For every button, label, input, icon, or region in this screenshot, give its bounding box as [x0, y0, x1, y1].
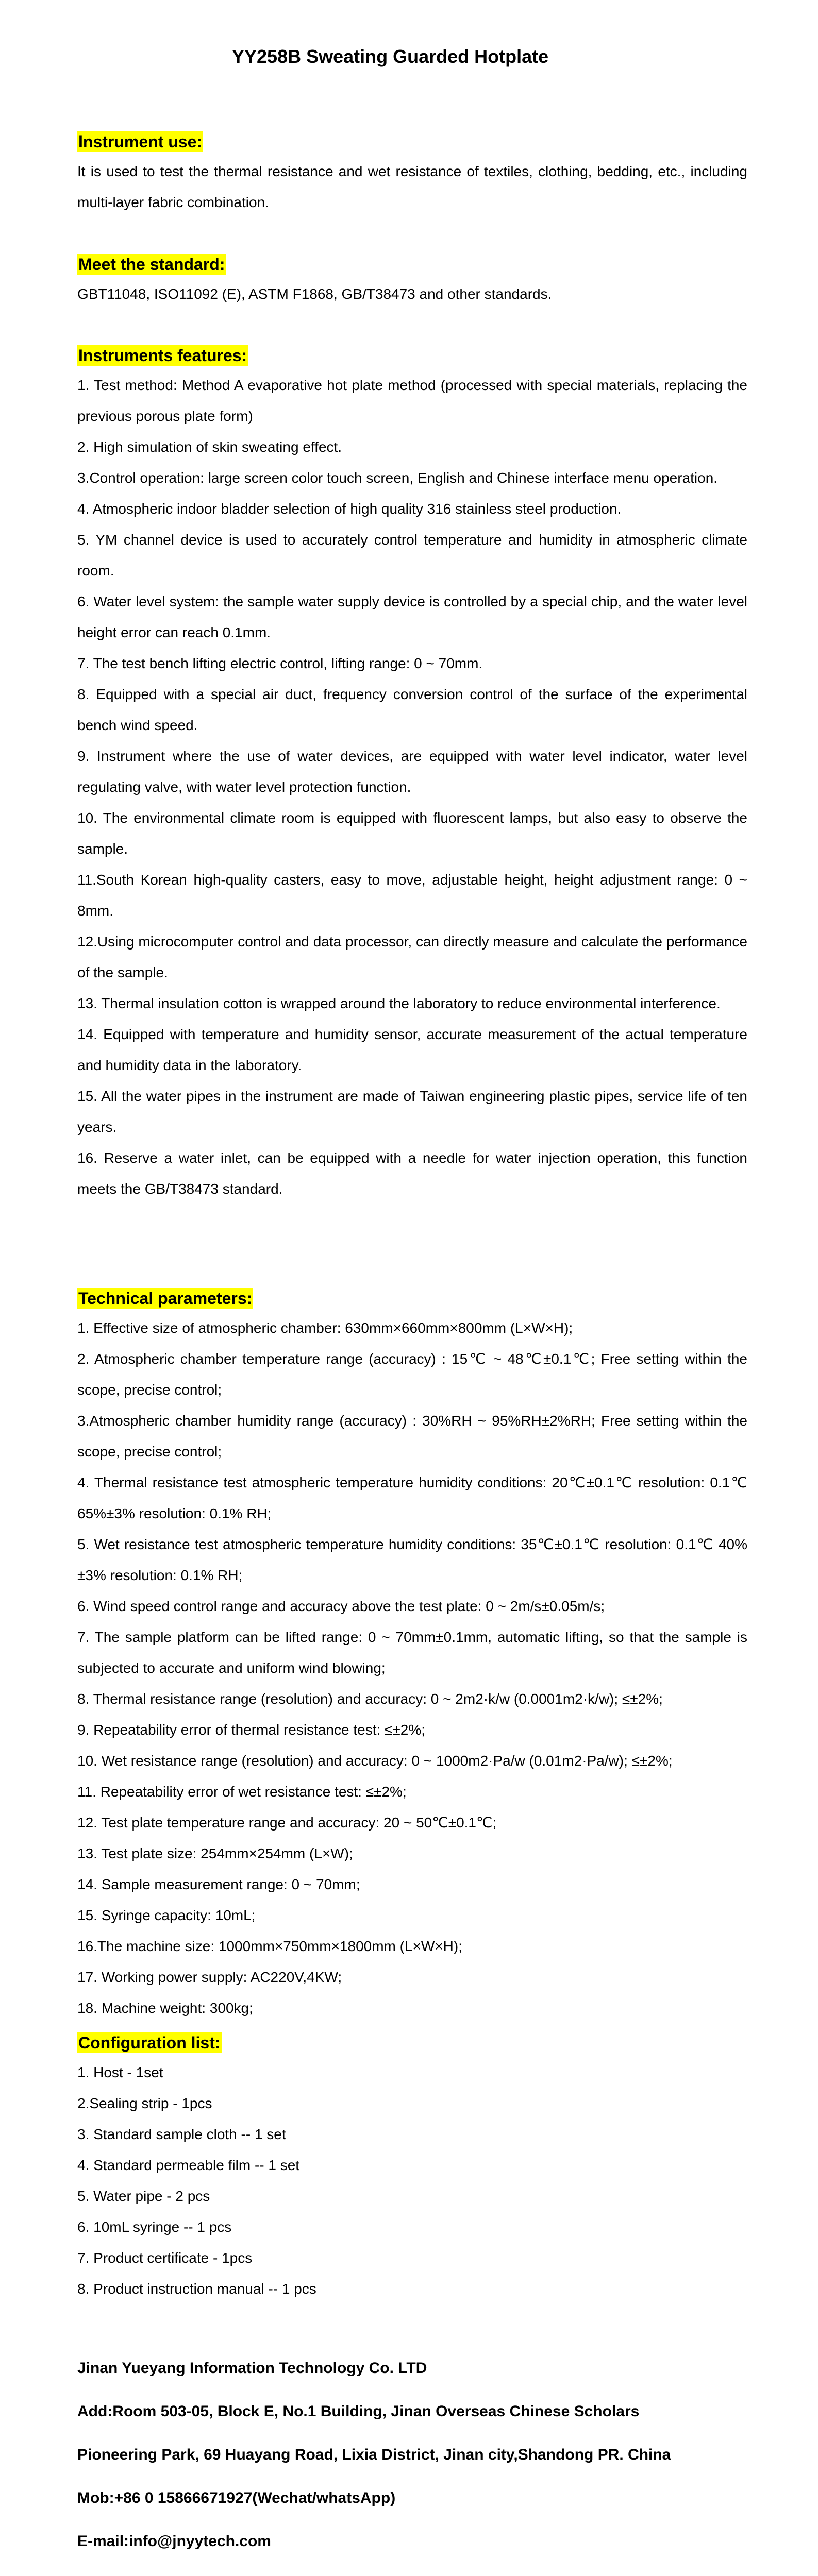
- feature-item: 13. Thermal insulation cotton is wrapped around the laboratory to reduce environmental interference.: [77, 995, 721, 1011]
- technical-item: 4. Thermal resistance test atmospheric temperature humidity conditions: 20℃±0.1℃ resolution: 0.1℃ 65%±3% resolution: 0.1% RH;: [77, 1475, 747, 1521]
- features-heading: Instruments features:: [78, 346, 247, 365]
- feature-item: 9. Instrument where the use of water devices, are equipped with water level indicator, water level regulating valve, with water level protection function.: [77, 748, 747, 795]
- feature-item: 8. Equipped with a special air duct, frequency conversion control of the surface of the experimental bench wind speed.: [77, 686, 747, 733]
- feature-item: 10. The environmental climate room is equipped with fluorescent lamps, but also easy to observe the sample.: [77, 810, 747, 857]
- standard-heading: Meet the standard:: [78, 255, 225, 274]
- company-web: [77, 2563, 747, 2576]
- features-section: [77, 345, 747, 1205]
- instrument-use-section: [77, 131, 747, 218]
- technical-item: 2. Atmospheric chamber temperature range (accuracy) : 15℃ ~ 48℃±0.1℃; Free setting within the scope, precise control;: [77, 1351, 747, 1398]
- technical-list: [77, 1313, 747, 2024]
- technical-item: 17. Working power supply: AC220V,4KW;: [77, 1969, 342, 1985]
- features-list: [77, 370, 747, 1205]
- technical-item: 15. Syringe capacity: 10mL;: [77, 1907, 256, 1923]
- technical-heading: Technical parameters:: [78, 1289, 253, 1308]
- technical-item: 1. Effective size of atmospheric chamber: 630mm×660mm×800mm (L×W×H);: [77, 1320, 573, 1336]
- company-name: Jinan Yueyang Information Technology Co. LTD: [77, 2360, 427, 2377]
- configuration-list: [77, 2057, 747, 2304]
- instrument-use-heading: Instrument use:: [78, 132, 203, 151]
- technical-item: 8. Thermal resistance range (resolution) and accuracy: 0 ~ 2m2·k/w (0.0001m2·k/w); ≤±2%;: [77, 1691, 663, 1707]
- company-info: [77, 2347, 747, 2576]
- feature-item: 1. Test method: Method A evaporative hot plate method (processed with special materials, replacing the previous porous plate form): [77, 377, 747, 424]
- feature-item: 14. Equipped with temperature and humidity sensor, accurate measurement of the actual temperature and humidity data in the laboratory.: [77, 1026, 747, 1073]
- feature-item: 7. The test bench lifting electric control, lifting range: 0 ~ 70mm.: [77, 655, 483, 671]
- configuration-heading: Configuration list:: [78, 2033, 221, 2052]
- configuration-section: [77, 2032, 747, 2304]
- technical-item: 10. Wet resistance range (resolution) and accuracy: 0 ~ 1000m2·Pa/w (0.01m2·Pa/w); ≤±2%;: [77, 1753, 673, 1769]
- feature-item: 12.Using microcomputer control and data processor, can directly measure and calculate the performance of the sample.: [77, 934, 747, 980]
- feature-item: 11.South Korean high-quality casters, easy to move, adjustable height, height adjustment range: 0 ~ 8mm.: [77, 872, 747, 919]
- feature-item: 6. Water level system: the sample water supply device is controlled by a special chip, and the water level height error can reach 0.1mm.: [77, 594, 747, 640]
- standard-section: [77, 254, 747, 310]
- standard-text: GBT11048, ISO11092 (E), ASTM F1868, GB/T38473 and other standards.: [77, 286, 552, 302]
- configuration-item: 3. Standard sample cloth -- 1 set: [77, 2126, 286, 2142]
- feature-item: 2. High simulation of skin sweating effect.: [77, 439, 342, 455]
- company-address-line2: Pioneering Park, 69 Huayang Road, Lixia District, Jinan city,Shandong PR. China: [77, 2446, 671, 2463]
- configuration-item: 5. Water pipe - 2 pcs: [77, 2188, 210, 2204]
- technical-item: 12. Test plate temperature range and accuracy: 20 ~ 50℃±0.1℃;: [77, 1815, 497, 1831]
- company-address-line1: Add:Room 503-05, Block E, No.1 Building, Jinan Overseas Chinese Scholars: [77, 2403, 640, 2420]
- configuration-item: 1. Host - 1set: [77, 2064, 163, 2080]
- configuration-item: 2.Sealing strip - 1pcs: [77, 2095, 212, 2111]
- technical-item: 3.Atmospheric chamber humidity range (accuracy) : 30%RH ~ 95%RH±2%RH; Free setting within the scope, precise control;: [77, 1413, 747, 1460]
- company-mobile: Mob:+86 0 15866671927(Wechat/whatsApp): [77, 2489, 396, 2506]
- configuration-item: 4. Standard permeable film -- 1 set: [77, 2157, 300, 2173]
- technical-item: 14. Sample measurement range: 0 ~ 70mm;: [77, 1876, 360, 1892]
- feature-item: 4. Atmospheric indoor bladder selection of high quality 316 stainless steel production.: [77, 501, 622, 517]
- configuration-item: 8. Product instruction manual -- 1 pcs: [77, 2281, 316, 2297]
- technical-item: 18. Machine weight: 300kg;: [77, 2000, 253, 2016]
- technical-item: 6. Wind speed control range and accuracy above the test plate: 0 ~ 2m/s±0.05m/s;: [77, 1598, 605, 1614]
- feature-item: 16. Reserve a water inlet, can be equipped with a needle for water injection operation, this function meets the GB/T38473 standard.: [77, 1150, 747, 1197]
- configuration-item: 6. 10mL syringe -- 1 pcs: [77, 2219, 232, 2235]
- feature-item: 15. All the water pipes in the instrument are made of Taiwan engineering plastic pipes, service life of ten years.: [77, 1088, 747, 1135]
- page-title: YY258B Sweating Guarded Hotplate: [232, 46, 549, 67]
- technical-section: [77, 1288, 747, 2024]
- technical-item: 11. Repeatability error of wet resistance test: ≤±2%;: [77, 1784, 407, 1800]
- feature-item: 3.Control operation: large screen color touch screen, English and Chinese interface menu operation.: [77, 470, 718, 486]
- technical-item: 9. Repeatability error of thermal resistance test: ≤±2%;: [77, 1722, 426, 1738]
- technical-item: 16.The machine size: 1000mm×750mm×1800mm (L×W×H);: [77, 1938, 462, 1954]
- technical-item: 7. The sample platform can be lifted range: 0 ~ 70mm±0.1mm, automatic lifting, so that the sample is subjected to accurate and uniform wind blowing;: [77, 1629, 747, 1676]
- configuration-item: 7. Product certificate - 1pcs: [77, 2250, 253, 2266]
- technical-item: 5. Wet resistance test atmospheric temperature humidity conditions: 35℃±0.1℃ resolution: 0.1℃ 40%±3% resolution: 0.1% RH;: [77, 1536, 747, 1583]
- company-email: E-mail:info@jnyytech.com: [77, 2533, 271, 2550]
- feature-item: 5. YM channel device is used to accurately control temperature and humidity in atmospheric climate room.: [77, 532, 747, 579]
- instrument-use-text: It is used to test the thermal resistance and wet resistance of textiles, clothing, bedding, etc., including multi-layer fabric combination.: [77, 163, 747, 210]
- technical-item: 13. Test plate size: 254mm×254mm (L×W);: [77, 1845, 353, 1861]
